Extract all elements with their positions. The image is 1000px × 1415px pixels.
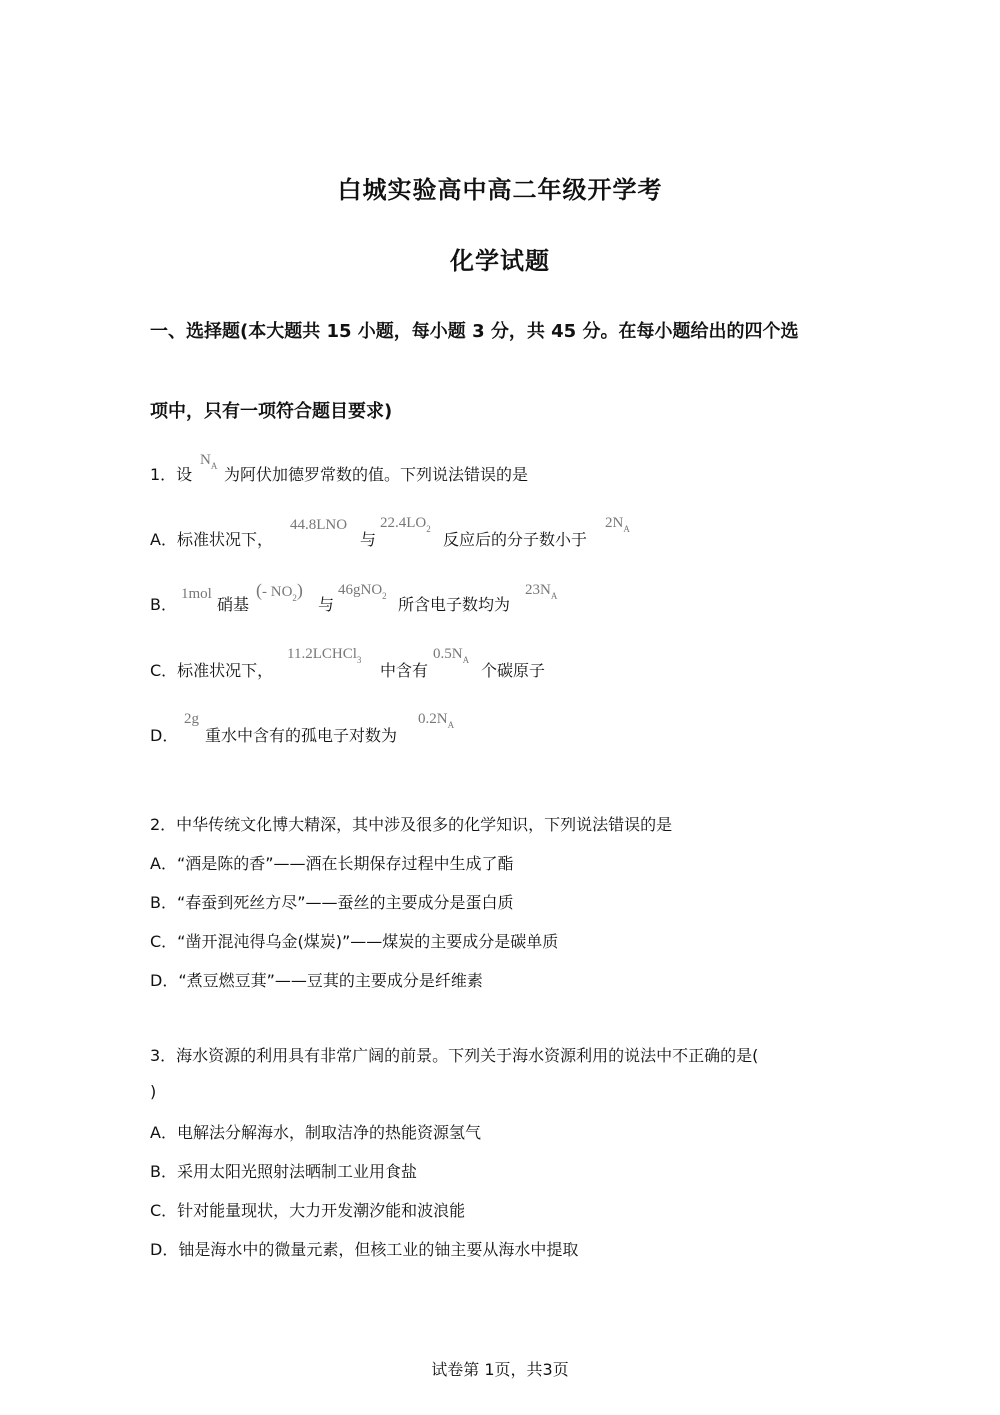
page-title: 白城实验高中高二年级开学考 bbox=[337, 176, 663, 204]
question-3-option-c: C．针对能量现状，大力开发潮汐能和波浪能 bbox=[150, 1201, 466, 1220]
question-1-prefix: 1．设 bbox=[150, 465, 193, 484]
section-heading-line2: 项中，只有一项符合题目要求) bbox=[150, 401, 393, 422]
question-2-option-c: C．“凿开混沌得乌金(煤炭)”——煤炭的主要成分是碳单质 bbox=[150, 932, 559, 951]
option-text: 与 bbox=[318, 595, 335, 614]
question-2-option-b: B．“春蚕到死丝方尽”——蚕丝的主要成分是蛋白质 bbox=[150, 893, 514, 912]
option-text: 与 bbox=[360, 530, 377, 549]
option-text: 所含电子数均为 bbox=[398, 595, 511, 614]
question-2-stem: 2．中华传统文化博大精深，其中涉及很多的化学知识，下列说法错误的是 bbox=[150, 815, 673, 834]
formula: 44.8LNO bbox=[290, 517, 348, 533]
page-subtitle: 化学试题 bbox=[450, 247, 550, 275]
option-text: 重水中含有的孤电子对数为 bbox=[205, 726, 398, 745]
option-label: C．标准状况下， bbox=[150, 661, 274, 680]
question-2-option-d: D．“煮豆燃豆萁”——豆萁的主要成分是纤维素 bbox=[150, 971, 483, 990]
option-text: 反应后的分子数小于 bbox=[443, 530, 588, 549]
option-label: A．标准状况下， bbox=[150, 530, 273, 549]
option-label: D． bbox=[150, 726, 179, 745]
option-label: B． bbox=[150, 595, 177, 614]
question-2-option-a: A．“酒是陈的香”——酒在长期保存过程中生成了酯 bbox=[150, 854, 514, 873]
formula: (- $NO_2$) bbox=[256, 580, 303, 603]
formula: 2g bbox=[184, 711, 199, 727]
section-heading-line1: 一、选择题(本大题共 15 小题，每小题 3 分，共 45 分。在每小题给出的四个选 bbox=[150, 321, 799, 342]
formula: $22.4LO_2$ bbox=[380, 515, 431, 534]
formula: $2N_A$ bbox=[605, 515, 630, 534]
question-3-option-d: D．铀是海水中的微量元素，但核工业的铀主要从海水中提取 bbox=[150, 1240, 579, 1259]
formula: $0.2N_A$ bbox=[418, 711, 455, 730]
formula: 1mol bbox=[181, 586, 212, 602]
question-3-stem: 3．海水资源的利用具有非常广阔的前景。下列关于海水资源利用的说法中不正确的是( bbox=[150, 1046, 759, 1065]
formula: 46gNO$_2$ bbox=[338, 582, 387, 601]
page-footer: 试卷第 1页，共3页 bbox=[431, 1360, 569, 1379]
question-3-stem-end: ) bbox=[150, 1082, 157, 1101]
option-text: 中含有 bbox=[380, 661, 429, 680]
question-3-option-a: A．电解法分解海水，制取洁净的热能资源氢气 bbox=[150, 1123, 481, 1142]
option-text: 硝基 bbox=[217, 595, 250, 614]
question-1-suffix: 为阿伏加德罗常数的值。下列说法错误的是 bbox=[224, 465, 529, 484]
question-3-option-b: B．采用太阳光照射法晒制工业用食盐 bbox=[150, 1162, 417, 1181]
formula: $23N_A$ bbox=[525, 582, 558, 601]
formula: 11.2LCHCl$_3$ bbox=[287, 646, 362, 665]
formula-na: $N_A$ bbox=[200, 452, 218, 471]
option-text: 个碳原子 bbox=[481, 661, 546, 680]
formula: $0.5N_A$ bbox=[433, 646, 470, 665]
